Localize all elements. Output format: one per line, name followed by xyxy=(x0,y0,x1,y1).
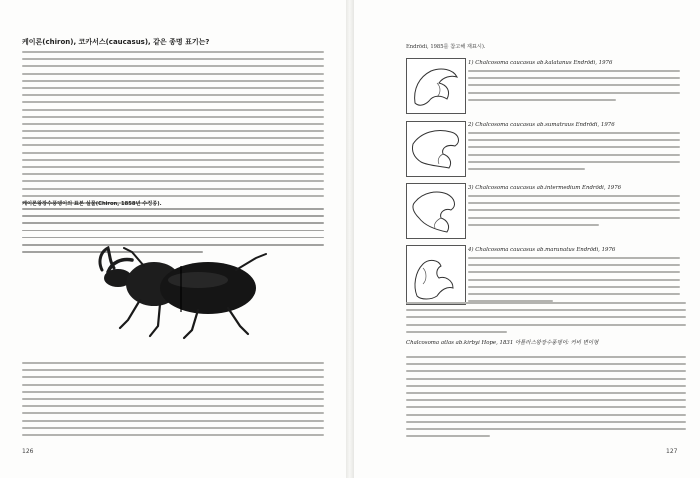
right-body-paragraph-1 xyxy=(406,302,686,338)
right-page xyxy=(354,0,700,478)
figure-1-frame xyxy=(406,58,466,114)
entry-3-text xyxy=(468,195,680,231)
left-page-heading: 케이론(chiron), 코카서스(caucasus), 같은 종명 표기는? xyxy=(22,38,210,46)
horn-outline-3 xyxy=(407,184,465,238)
right-section-heading: Chalcosoma atlas ab.kirbyi Hope, 1831 아틀라스왕장수풍뎅이: 커비 변이형 xyxy=(406,340,599,346)
horn-outline-2 xyxy=(407,122,465,176)
left-page xyxy=(0,0,346,478)
left-page-number: 126 xyxy=(22,448,34,455)
entry-2-text xyxy=(468,132,680,175)
entry-4-text xyxy=(468,257,680,307)
horn-outline-4 xyxy=(407,246,465,304)
right-body-paragraph-2 xyxy=(406,356,686,442)
book-gutter xyxy=(346,0,354,478)
right-page-number: 127 xyxy=(666,448,678,455)
right-top-reference: Endrödi, 1985를 참고해 재표시). xyxy=(406,44,486,50)
left-body-paragraph-2 xyxy=(22,362,324,441)
figure-caption-title: 케이론왕장수풍뎅이의 표본 실물(Chiron, 1858년 수정종). xyxy=(22,201,162,207)
entry-3-title: 3) Chalcosoma caucasus ab.intermedium Endrödi, 1976 xyxy=(468,185,622,191)
entry-1-title: 1) Chalcosoma caucasus ab.kalatanus Endrödi, 1976 xyxy=(468,60,613,66)
entry-4-title: 4) Chalcosoma caucasus ab.marunatus Endrödi, 1976 xyxy=(468,247,616,253)
left-body-paragraph-1 xyxy=(22,51,324,209)
figure-4-frame xyxy=(406,245,466,305)
figure-2-frame xyxy=(406,121,466,177)
figure-3-frame xyxy=(406,183,466,239)
entry-2-title: 2) Chalcosoma caucasus ab.sumatraus Endrödi, 1976 xyxy=(468,122,615,128)
horn-outline-1 xyxy=(407,59,465,113)
entry-1-text xyxy=(468,70,680,106)
rhinoceros-beetle-photo xyxy=(88,240,278,340)
